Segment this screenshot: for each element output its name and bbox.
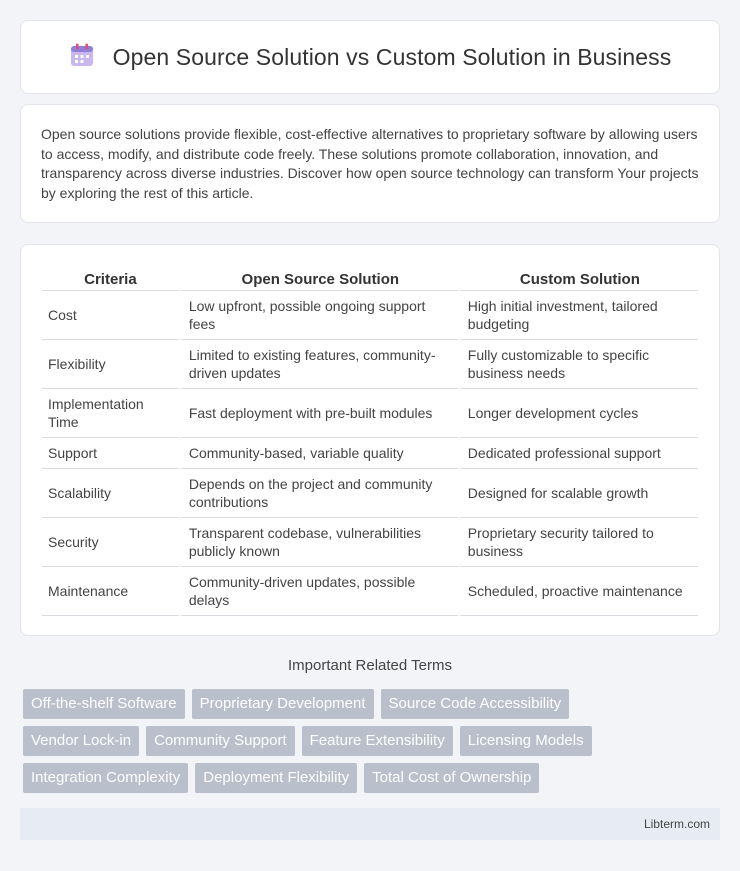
table-cell: Designed for scalable growth	[458, 469, 698, 518]
table-cell: Community-driven updates, possible delays	[179, 567, 458, 616]
intro-card	[20, 104, 720, 223]
table-row	[42, 389, 698, 438]
page-title: Open Source Solution vs Custom Solution in Business	[112, 43, 672, 70]
table-cell: Support	[42, 438, 179, 469]
table-cell: Fully customizable to specific business needs	[458, 340, 698, 389]
table-cell: Cost	[42, 291, 179, 340]
comparison-table-card	[20, 244, 720, 636]
table-cell: Scalability	[42, 469, 179, 518]
table-cell: Fast deployment with pre-built modules	[179, 389, 458, 438]
table-cell: High initial investment, tailored budgeting	[458, 291, 698, 340]
intro-paragraph: Open source solutions provide flexible, cost-effective alternatives to proprietary software by allowing users to access, modify, and distribute code freely. These solutions promote collaboration, innovation, and transparency across diverse industries. Discover how open source technology can transform Your projects by exploring the rest of this article.	[41, 126, 699, 201]
tag-proprietary-development[interactable]: Proprietary Development	[192, 689, 374, 719]
header-criteria: Criteria	[42, 265, 179, 291]
table-cell: Transparent codebase, vulnerabilities publicly known	[179, 518, 458, 567]
header-card	[20, 20, 720, 94]
table-cell: Depends on the project and community contributions	[179, 469, 458, 518]
table-cell: Limited to existing features, community-driven updates	[179, 340, 458, 389]
tag-row	[23, 689, 723, 719]
table-row	[42, 518, 698, 567]
table-cell: Dedicated professional support	[458, 438, 698, 469]
table-cell: Low upfront, possible ongoing support fees	[179, 291, 458, 340]
related-terms-heading: Important Related Terms	[288, 657, 452, 674]
comparison-table	[42, 265, 698, 616]
related-terms-tags	[23, 689, 723, 800]
header-custom: Custom Solution	[458, 265, 698, 291]
footer-site-link[interactable]: Libterm.com	[643, 817, 710, 831]
footer	[20, 808, 720, 840]
tag-off-the-shelf-software[interactable]: Off-the-shelf Software	[23, 689, 185, 719]
header-open-source: Open Source Solution	[179, 265, 458, 291]
tag-deployment-flexibility[interactable]: Deployment Flexibility	[195, 763, 357, 793]
table-cell: Security	[42, 518, 179, 567]
calendar-icon	[69, 42, 95, 73]
table-cell: Longer development cycles	[458, 389, 698, 438]
tag-row	[23, 726, 723, 756]
tag-vendor-lock-in[interactable]: Vendor Lock-in	[23, 726, 139, 756]
tag-community-support[interactable]: Community Support	[146, 726, 295, 756]
table-row	[42, 469, 698, 518]
table-cell: Proprietary security tailored to business	[458, 518, 698, 567]
table-row	[42, 340, 698, 389]
table-cell: Community-based, variable quality	[179, 438, 458, 469]
tag-integration-complexity[interactable]: Integration Complexity	[23, 763, 188, 793]
table-cell: Scheduled, proactive maintenance	[458, 567, 698, 616]
tag-row	[23, 763, 723, 793]
table-cell: Implementation Time	[42, 389, 179, 438]
table-row	[42, 567, 698, 616]
tag-source-code-accessibility[interactable]: Source Code Accessibility	[381, 689, 570, 719]
table-row	[42, 438, 698, 469]
table-header-row	[42, 265, 698, 291]
tag-licensing-models[interactable]: Licensing Models	[460, 726, 592, 756]
table-row	[42, 291, 698, 340]
table-cell: Flexibility	[42, 340, 179, 389]
tag-feature-extensibility[interactable]: Feature Extensibility	[302, 726, 453, 756]
table-cell: Maintenance	[42, 567, 179, 616]
tag-total-cost-of-ownership[interactable]: Total Cost of Ownership	[364, 763, 539, 793]
